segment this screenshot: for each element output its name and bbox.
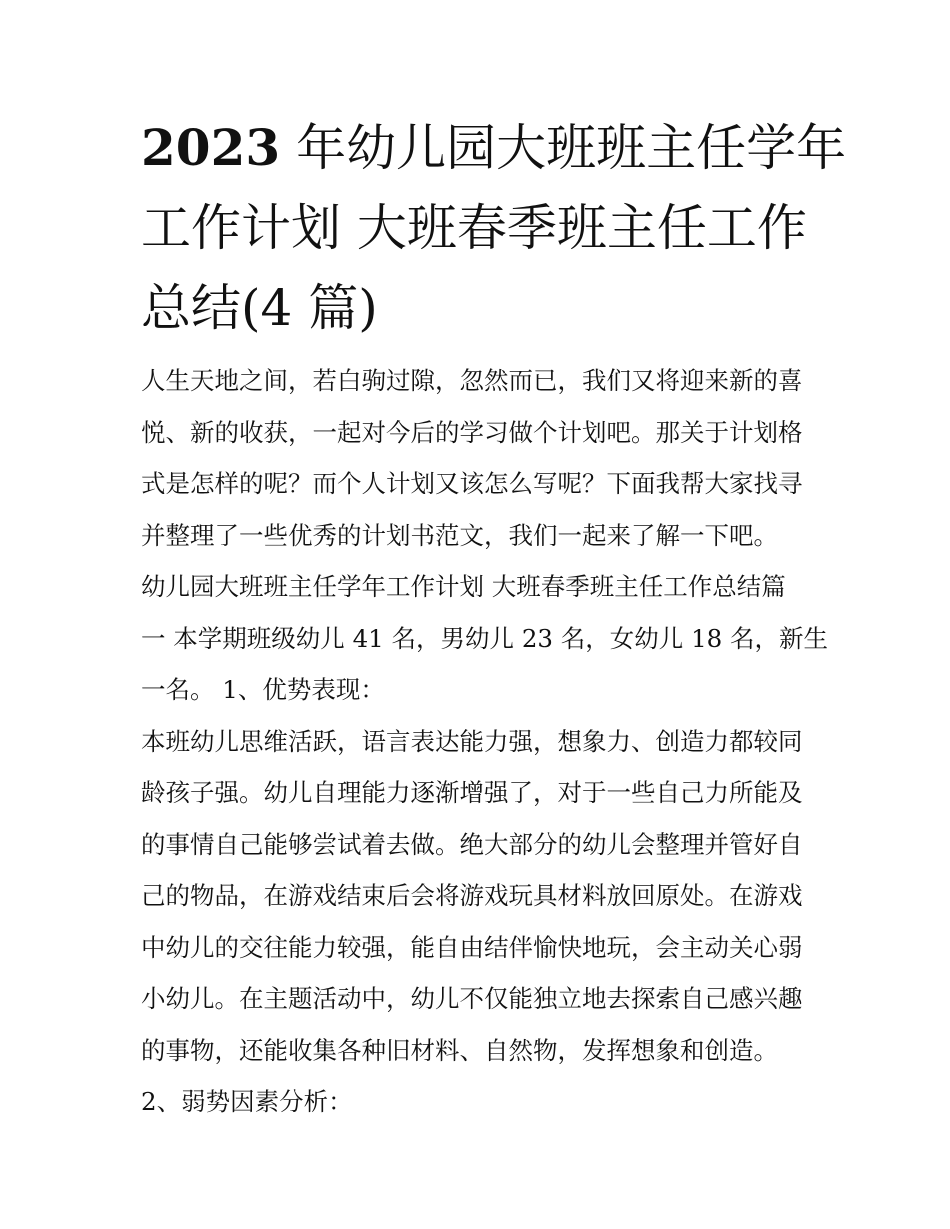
- body-line: 幼儿园大班班主任学年工作计划 大班春季班主任工作总结篇: [141, 572, 786, 601]
- body-line: 人生天地之间，若白驹过隙，忽然而已，我们又将迎来新的喜: [141, 366, 803, 395]
- title-line-3: 总结(4 篇): [141, 279, 378, 337]
- title-line-1: [141, 108, 847, 188]
- body-line: 本班幼儿思维活跃，语言表达能力强，想象力、创造力都较同: [141, 726, 803, 756]
- body-line: 小幼儿。在主题活动中，幼儿不仅能独立地去探索自己感兴趣: [141, 984, 803, 1013]
- title-year: 2023: [141, 118, 281, 177]
- body-line: 己的物品，在游戏结束后会将游戏玩具材料放回原处。在游戏: [141, 881, 803, 910]
- body-line: 悦、新的收获，一起对今后的学习做个计划吧。那关于计划格: [141, 417, 803, 447]
- body-line: 的事物，还能收集各种旧材料、自然物，发挥想象和创造。: [141, 1035, 778, 1065]
- body-line: 并整理了一些优秀的计划书范文，我们一起来了解一下吧。: [141, 520, 778, 550]
- body-line: 式是怎样的呢？而个人计划又该怎么写呢？下面我帮大家找寻: [141, 469, 803, 498]
- document-title: [141, 108, 847, 348]
- body-line: 龄孩子强。幼儿自理能力逐渐增强了，对于一些自己力所能及: [141, 778, 803, 807]
- body-line: 的事情自己能够尝试着去做。绝大部分的幼儿会整理并管好自: [141, 829, 803, 859]
- title-line-1-text: 年幼儿园大班班主任学年: [280, 119, 847, 177]
- body-line: 一 本学期班级幼儿 41 名，男幼儿 23 名，女幼儿 18 名，新生: [141, 623, 829, 653]
- document-body: [141, 355, 829, 1128]
- body-line: 一名。 1、优势表现：: [141, 675, 385, 704]
- body-line: 2、弱势因素分析：: [141, 1087, 353, 1116]
- body-line: 中幼儿的交往能力较强，能自由结伴愉快地玩，会主动关心弱: [141, 932, 803, 962]
- title-line-2: 工作计划 大班春季班主任工作: [141, 199, 807, 257]
